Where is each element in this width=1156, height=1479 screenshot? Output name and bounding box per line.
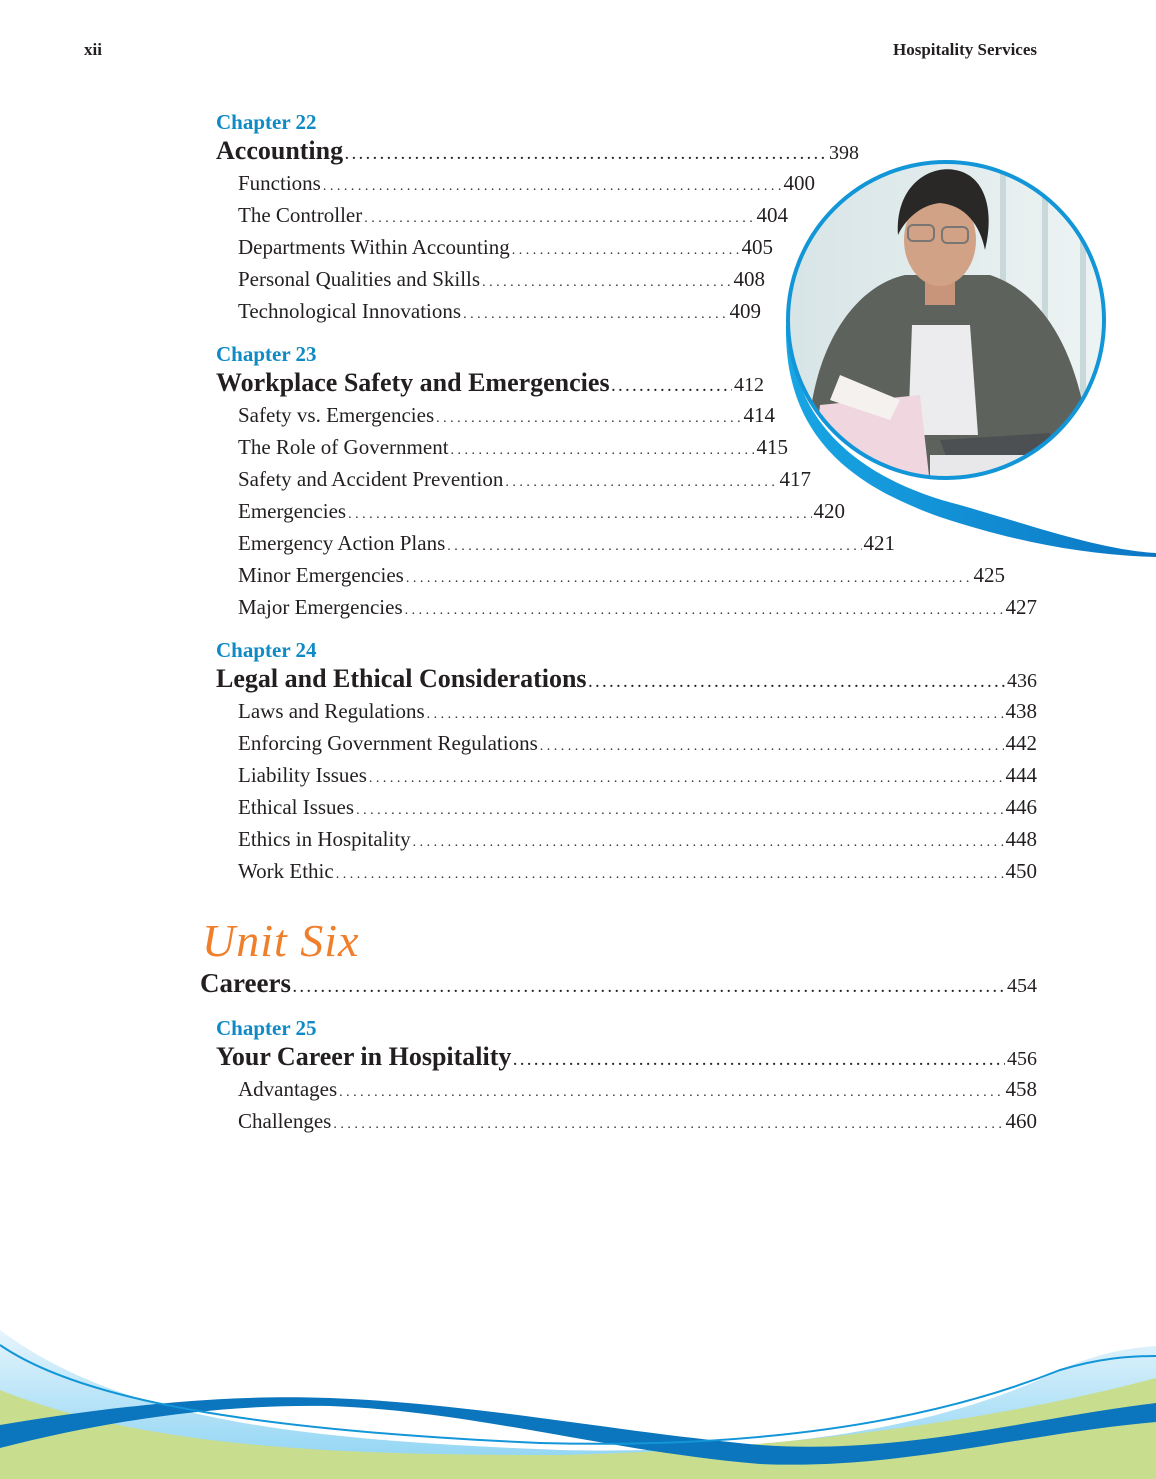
unit-title: Careers bbox=[200, 968, 291, 998]
page-number: 425 bbox=[973, 563, 1005, 587]
page-number: 450 bbox=[1005, 859, 1037, 883]
toc-section-entry[interactable] bbox=[238, 499, 845, 529]
dot-leader bbox=[503, 467, 777, 492]
section-title: Enforcing Government Regulations bbox=[238, 731, 538, 755]
toc-section-entry[interactable] bbox=[238, 595, 1037, 625]
section-title: Laws and Regulations bbox=[238, 699, 425, 723]
section-title: Technological Innovations bbox=[238, 299, 462, 323]
page-number: 417 bbox=[779, 467, 811, 491]
toc-section-entry[interactable] bbox=[238, 795, 1037, 825]
dot-leader bbox=[425, 699, 1004, 724]
toc-unit-entry[interactable] bbox=[200, 968, 1037, 1002]
section-title: Minor Emergencies bbox=[238, 563, 404, 587]
page-number: 448 bbox=[1005, 827, 1037, 851]
dot-leader bbox=[403, 595, 1004, 620]
toc-chapter-entry[interactable] bbox=[216, 136, 859, 168]
toc-section-entry[interactable] bbox=[238, 235, 773, 265]
chapter-number-label: Chapter 22 bbox=[216, 110, 317, 134]
chapter-title: Legal and Ethical Considerations bbox=[216, 664, 587, 693]
page-number: 415 bbox=[756, 435, 788, 459]
dot-leader bbox=[321, 171, 782, 196]
unit-label: Unit Six bbox=[202, 915, 360, 966]
page-number: 458 bbox=[1005, 1077, 1037, 1101]
dot-leader bbox=[411, 827, 1004, 852]
dot-leader bbox=[343, 136, 827, 166]
section-title: Advantages bbox=[238, 1077, 338, 1101]
page-number: 398 bbox=[829, 142, 859, 164]
toc-section-entry[interactable] bbox=[238, 531, 895, 561]
dot-leader bbox=[367, 763, 1004, 788]
toc-chapter-entry[interactable] bbox=[216, 1042, 1037, 1074]
page-number: 420 bbox=[813, 499, 845, 523]
page-number: 405 bbox=[741, 235, 773, 259]
dot-leader bbox=[291, 968, 1005, 999]
dot-leader bbox=[449, 435, 755, 460]
toc-section-entry[interactable] bbox=[238, 859, 1037, 889]
section-title: Challenges bbox=[238, 1109, 332, 1133]
page-number: 454 bbox=[1007, 975, 1037, 997]
toc-chapter-entry[interactable] bbox=[216, 368, 764, 400]
section-title: Personal Qualities and Skills bbox=[238, 267, 481, 291]
toc-section-entry[interactable] bbox=[238, 1109, 1037, 1139]
section-title: The Role of Government bbox=[238, 435, 449, 459]
page-number: 412 bbox=[734, 374, 764, 396]
toc-section-entry[interactable] bbox=[238, 699, 1037, 729]
toc-section-entry[interactable] bbox=[238, 763, 1037, 793]
toc-section-entry[interactable] bbox=[238, 563, 1005, 593]
page-number: 438 bbox=[1005, 699, 1037, 723]
section-title: Emergencies bbox=[238, 499, 347, 523]
page-number: 427 bbox=[1005, 595, 1037, 619]
chapter-title: Accounting bbox=[216, 136, 344, 165]
toc-section-entry[interactable] bbox=[238, 435, 788, 465]
page-folio: xii bbox=[84, 40, 102, 59]
page-number: 421 bbox=[863, 531, 895, 555]
dot-leader bbox=[461, 299, 727, 324]
bottom-wave-decoration bbox=[0, 1300, 1156, 1479]
dot-leader bbox=[510, 235, 740, 260]
page-number: 414 bbox=[743, 403, 775, 427]
dot-leader bbox=[362, 203, 754, 228]
dot-leader bbox=[331, 1109, 1003, 1134]
page-number: 442 bbox=[1005, 731, 1037, 755]
section-title: Liability Issues bbox=[238, 763, 367, 787]
toc-section-entry[interactable] bbox=[238, 1077, 1037, 1107]
section-title: The Controller bbox=[238, 203, 363, 227]
section-title: Work Ethic bbox=[238, 859, 334, 883]
section-title: Ethics in Hospitality bbox=[238, 827, 411, 851]
toc-section-entry[interactable] bbox=[238, 267, 765, 297]
dot-leader bbox=[334, 859, 1004, 884]
dot-leader bbox=[434, 403, 741, 428]
section-title: Safety vs. Emergencies bbox=[238, 403, 435, 427]
page-number: 400 bbox=[783, 171, 815, 195]
toc-section-entry[interactable] bbox=[238, 827, 1037, 857]
page-number: 456 bbox=[1007, 1048, 1037, 1070]
dot-leader bbox=[404, 563, 972, 588]
dot-leader bbox=[445, 531, 861, 556]
toc-section-entry[interactable] bbox=[238, 467, 811, 497]
section-title: Departments Within Accounting bbox=[238, 235, 510, 259]
dot-leader bbox=[511, 1042, 1005, 1072]
section-title: Functions bbox=[238, 171, 321, 195]
toc-chapter-entry[interactable] bbox=[216, 664, 1037, 696]
dot-leader bbox=[480, 267, 731, 292]
section-title: Ethical Issues bbox=[238, 795, 355, 819]
toc-section-entry[interactable] bbox=[238, 731, 1037, 761]
chapter-number-label: Chapter 24 bbox=[216, 638, 317, 662]
toc-section-entry[interactable] bbox=[238, 299, 761, 329]
book-title: Hospitality Services bbox=[892, 40, 1037, 59]
running-head bbox=[84, 40, 1037, 64]
page-number: 460 bbox=[1005, 1109, 1037, 1133]
page-number: 409 bbox=[729, 299, 761, 323]
section-title: Emergency Action Plans bbox=[238, 531, 446, 555]
section-title: Safety and Accident Prevention bbox=[238, 467, 504, 491]
chapter-title: Your Career in Hospitality bbox=[216, 1042, 512, 1071]
page-number: 436 bbox=[1007, 670, 1037, 692]
toc-section-entry[interactable] bbox=[238, 171, 815, 201]
dot-leader bbox=[337, 1077, 1003, 1102]
toc-section-entry[interactable] bbox=[238, 203, 788, 233]
section-title: Major Emergencies bbox=[238, 595, 403, 619]
chapter-number-label: Chapter 23 bbox=[216, 342, 317, 366]
page-number: 444 bbox=[1005, 763, 1037, 787]
chapter-title: Workplace Safety and Emergencies bbox=[216, 368, 610, 397]
chapter-number-label: Chapter 25 bbox=[216, 1016, 317, 1040]
page-number: 408 bbox=[733, 267, 765, 291]
toc-section-entry[interactable] bbox=[238, 403, 775, 433]
dot-leader bbox=[346, 499, 811, 524]
dot-leader bbox=[354, 795, 1003, 820]
page-number: 404 bbox=[756, 203, 788, 227]
dot-leader bbox=[587, 664, 1005, 694]
dot-leader bbox=[538, 731, 1004, 756]
dot-leader bbox=[610, 368, 732, 398]
page-number: 446 bbox=[1005, 795, 1037, 819]
